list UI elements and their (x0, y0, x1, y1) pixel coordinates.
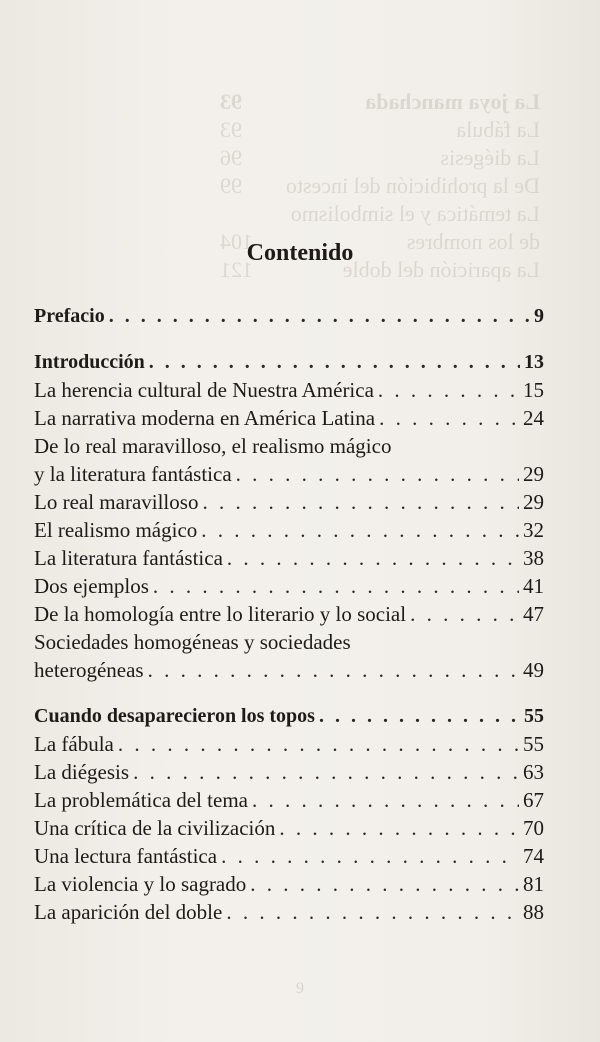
bleed-line (220, 88, 540, 116)
toc-entry-page: 88 (523, 900, 544, 924)
leader-dots (149, 348, 520, 376)
toc-entry-title: Prefacio (34, 305, 105, 327)
toc-entry (34, 814, 544, 842)
toc-entry (34, 628, 544, 656)
toc-entry (34, 460, 544, 488)
toc-entry-title: y la literatura fantástica (34, 462, 232, 486)
toc-entry-title: De lo real maravilloso, el realismo mágico (34, 434, 392, 458)
toc-entry-title: La fábula (34, 732, 114, 756)
toc-entry-page: 24 (523, 406, 544, 430)
toc-entry-title: La violencia y lo sagrado (34, 872, 247, 896)
bleed-line-page: 104 (220, 229, 253, 254)
leader-dots (227, 544, 519, 572)
toc-entry-title: La diégesis (34, 760, 130, 784)
toc-entry (34, 656, 544, 684)
leader-dots (279, 814, 519, 842)
leader-dots (379, 404, 519, 432)
toc-entry-title: Una lectura fantástica (34, 844, 218, 868)
leader-dots (148, 656, 519, 684)
toc-entry (34, 702, 544, 730)
toc-entry-title: Introducción (34, 351, 145, 373)
toc-entry-page: 70 (523, 816, 544, 840)
toc-entry-title: La aparición del doble (34, 900, 223, 924)
table-of-contents (34, 302, 544, 944)
leader-dots (226, 898, 519, 926)
leader-dots (153, 572, 519, 600)
leader-dots (201, 516, 519, 544)
toc-entry (34, 730, 544, 758)
leader-dots (319, 702, 520, 730)
bleed-line-title: La diégesis (440, 145, 540, 170)
toc-entry-page: 81 (523, 872, 544, 896)
toc-entry-title: Sociedades homogéneas y sociedades (34, 630, 351, 654)
toc-entry (34, 404, 544, 432)
toc-entry (34, 488, 544, 516)
toc-entry-page: 38 (523, 546, 544, 570)
toc-entry (34, 516, 544, 544)
toc-entry-page: 29 (523, 490, 544, 514)
toc-entry-page: 55 (524, 705, 544, 727)
toc-entry (34, 758, 544, 786)
leader-dots (109, 302, 530, 330)
toc-entry-page: 9 (534, 305, 544, 327)
bleed-line-page: 93 (220, 89, 242, 114)
toc-entry (34, 302, 544, 330)
leader-dots (118, 730, 519, 758)
toc-entry-title: Dos ejemplos (34, 574, 149, 598)
toc-entry-page: 13 (524, 351, 544, 373)
toc-entry (34, 842, 544, 870)
leader-dots (236, 460, 519, 488)
page-number: 9 (296, 980, 304, 997)
toc-entry (34, 600, 544, 628)
toc-entry-title: La herencia cultural de Nuestra América (34, 378, 374, 402)
bleed-line (220, 200, 540, 228)
bleed-line (220, 116, 540, 144)
toc-entry (34, 898, 544, 926)
bleed-line (220, 144, 540, 172)
toc-entry-page: 49 (523, 658, 544, 682)
toc-entry-title: La narrativa moderna en América Latina (34, 406, 376, 430)
toc-entry-title: Cuando desaparecieron los topos (34, 705, 315, 727)
leader-dots (410, 600, 519, 628)
leader-dots (202, 488, 519, 516)
toc-entry-title: Una crítica de la civilización (34, 816, 276, 840)
page-title: Contenido (246, 240, 354, 266)
leader-dots (133, 758, 519, 786)
bleed-line-page: 99 (220, 173, 242, 198)
toc-entry-page: 55 (523, 732, 544, 756)
toc-entry-page: 47 (523, 602, 544, 626)
toc-entry-title: El realismo mágico (34, 518, 198, 542)
toc-entry-page: 67 (523, 788, 544, 812)
toc-entry (34, 786, 544, 814)
toc-entry (34, 870, 544, 898)
bleed-line-title: La aparición del doble (342, 257, 540, 282)
toc-entry (34, 348, 544, 376)
bleed-line-page: 93 (220, 117, 242, 142)
toc-section (34, 702, 544, 926)
toc-section (34, 302, 544, 330)
toc-entry-page: 32 (523, 518, 544, 542)
leader-dots (252, 786, 519, 814)
bleed-line-page: 96 (220, 145, 242, 170)
toc-section (34, 348, 544, 684)
bleed-line-title: De la prohibición del incesto (285, 173, 540, 198)
leader-dots (378, 376, 519, 404)
toc-entry-title: Lo real maravilloso (34, 490, 199, 514)
bleed-line-page: 121 (220, 257, 253, 282)
bleed-line-title: La joya manchada (365, 89, 540, 114)
toc-entry-title: De la homología entre lo literario y lo social (34, 602, 407, 626)
leader-dots (221, 842, 519, 870)
toc-entry-page: 41 (523, 574, 544, 598)
bleed-line-title: La fábula (456, 117, 540, 142)
toc-entry-page: 74 (523, 844, 544, 868)
toc-entry (34, 544, 544, 572)
leader-dots (250, 870, 519, 898)
toc-entry-title: La literatura fantástica (34, 546, 223, 570)
toc-entry-page: 29 (523, 462, 544, 486)
toc-entry (34, 432, 544, 460)
bleed-line-title: La temática y el simbolismo (290, 201, 540, 226)
toc-entry-page: 15 (523, 378, 544, 402)
toc-entry-page: 63 (523, 760, 544, 784)
toc-entry (34, 376, 544, 404)
toc-entry-title: heterogéneas (34, 658, 144, 682)
toc-entry-title: La problemática del tema (34, 788, 248, 812)
bleed-line-title: de los nombres (406, 229, 540, 254)
bleed-line (220, 172, 540, 200)
toc-entry (34, 572, 544, 600)
